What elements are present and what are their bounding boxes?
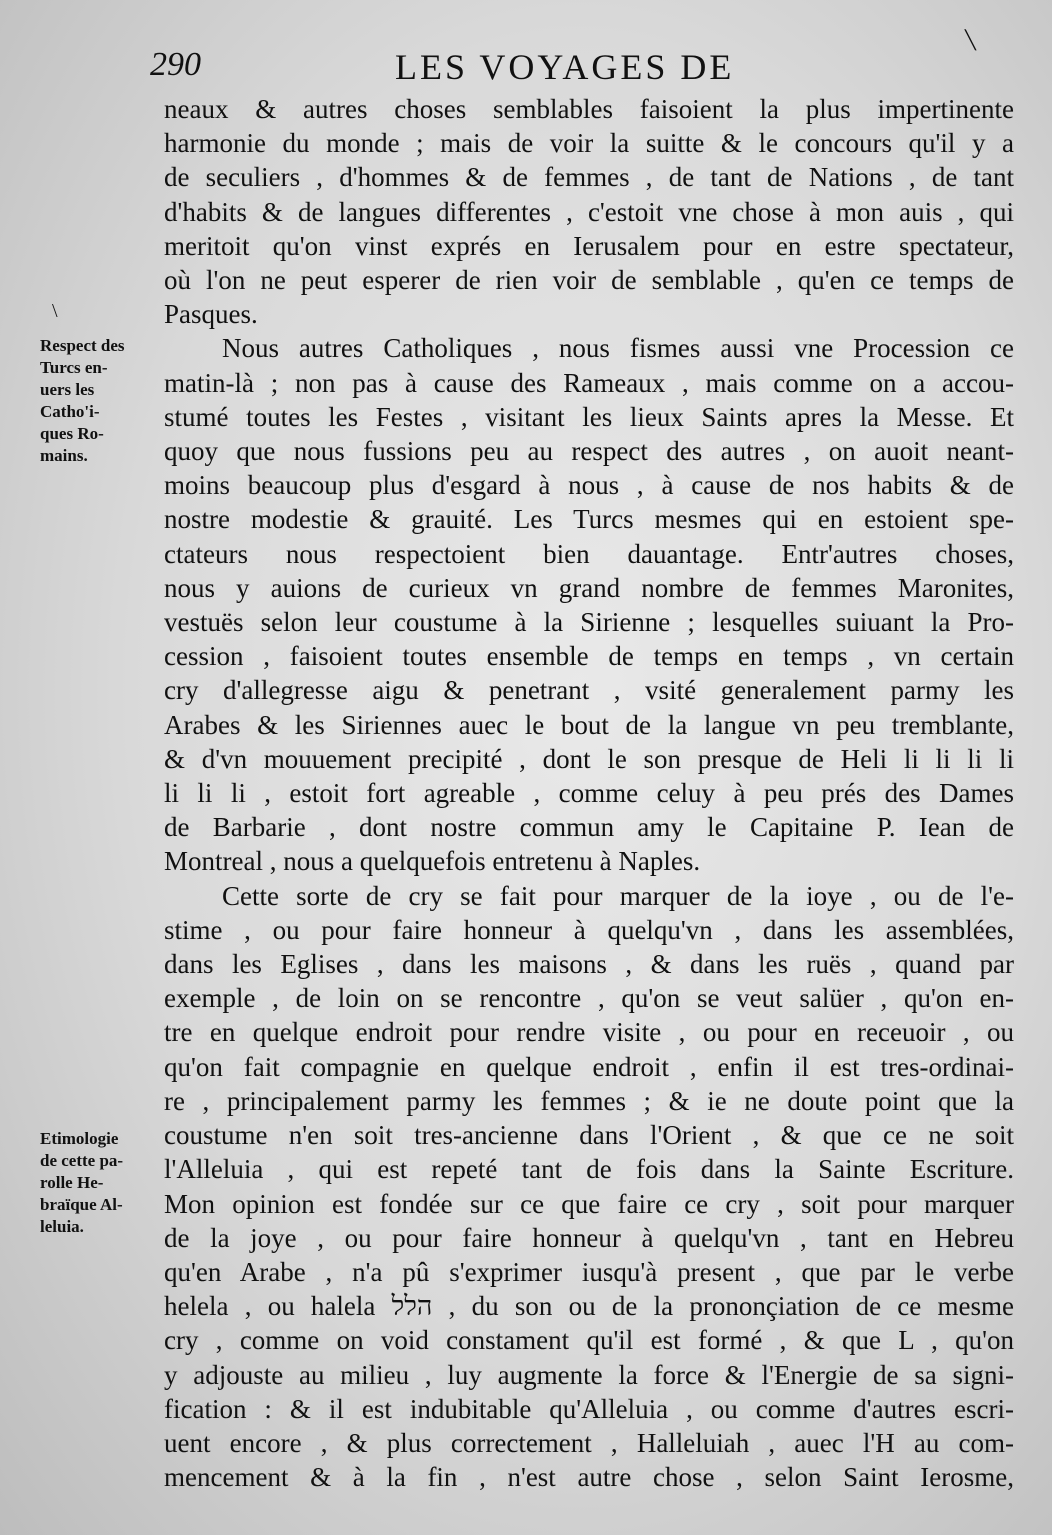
corner-mark: ╲ [965, 30, 976, 50]
text-line: li li li , estoit fort agreable , comme celuy à peu prés des Dames [164, 778, 1014, 809]
margin-note-line: Etimologie [40, 1129, 119, 1148]
margin-note-line: uers les [40, 380, 95, 399]
text-line: de seculiers , d'hommes & de femmes , de tant de Nations , de tant [164, 162, 1014, 193]
text-line: harmonie du monde ; mais de voir la suitte & le concours qu'il y a [164, 128, 1014, 159]
text-line: fication : & il est indubitable qu'Alleluia , ou comme d'autres escri- [164, 1393, 1014, 1424]
margin-note-line: Turcs en- [40, 358, 108, 377]
text-line: helela , ou halela הלל , du son ou de la prononçiation de ce mesme [164, 1291, 1014, 1322]
text-line: coustume n'en soit tres-ancienne dans l'Orient , & que ce ne soit [164, 1120, 1014, 1151]
text-line: ctateurs nous respectoient bien dauantage. Entr'autres choses, [164, 538, 1014, 569]
text-line: neaux & autres choses semblables faisoient la plus impertinente [164, 94, 1014, 124]
text-line: qu'en Arabe , n'a pû s'exprimer iusqu'à present , que par le verbe [164, 1256, 1014, 1287]
running-head: LES VOYAGES DE [395, 47, 735, 87]
margin-note-line: ques Ro- [40, 424, 104, 443]
text-line: cry , comme on void constament qu'il est formé , & que L , qu'on [164, 1325, 1014, 1356]
text-line: meritoit qu'on vinst exprés en Ierusalem pour en estre spectateur, [164, 230, 1014, 261]
text-line: nous y auions de curieux vn grand nombre de femmes Maronites, [164, 572, 1014, 603]
body-text [164, 92, 1014, 1494]
margin-note-line: braïque Al- [40, 1195, 123, 1214]
margin-note-etimologie [40, 1128, 152, 1238]
text-line: Cette sorte de cry se fait pour marquer de la ioye , ou de l'e- [222, 880, 1014, 911]
margin-note-line: Catho'i- [40, 402, 100, 421]
text-line: stime , ou pour faire honneur à quelqu'vn , dans les assemblées, [164, 914, 1014, 945]
text-line: stumé toutes les Festes , visitant les lieux Saints apres la Messe. Et [164, 401, 1014, 432]
text-line: Mon opinion est fondée sur ce que faire ce cry , soit pour marquer [164, 1188, 1014, 1219]
margin-note-line: Respect des [40, 336, 125, 355]
text-line: de la joye , ou pour faire honneur à quelqu'vn , tant en Hebreu [164, 1222, 1014, 1253]
text-line: vestuës selon leur coustume à la Sirienne ; lesquelles suiuant la Pro- [164, 607, 1014, 638]
text-line: dans les Eglises , dans les maisons , & dans les ruës , quand par [164, 949, 1014, 980]
text-line: Pasques. [164, 299, 258, 330]
text-line: Arabes & les Siriennes auec le bout de la langue vn peu tremblante, [164, 709, 1014, 740]
text-line: mencement & à la fin , n'est autre chose , selon Saint Ierosme, [164, 1462, 1014, 1493]
text-line: d'habits & de langues differentes , c'estoit vne chose à mon auis , qui [164, 196, 1014, 227]
text-line: quoy que nous fussions peu au respect des autres , on auoit neant- [164, 436, 1014, 467]
text-line: nostre modestie & grauité. Les Turcs mesmes qui en estoient spe- [164, 504, 1014, 535]
text-line: où l'on ne peut esperer de rien voir de semblable , qu'en ce temps de [164, 265, 1014, 296]
text-line: y adjouste au milieu , luy augmente la force & l'Energie de sa signi- [164, 1359, 1014, 1390]
text-line: & d'vn mouuement precipité , dont le son presque de Heli li li li li [164, 743, 1014, 774]
margin-note-line: mains. [40, 446, 88, 465]
margin-note-line: leluia. [40, 1217, 84, 1236]
page-number: 290 [150, 46, 201, 83]
text-line: de Barbarie , dont nostre commun amy le Capitaine P. Iean de [164, 812, 1014, 843]
margin-note-line: rolle He- [40, 1173, 104, 1192]
text-line: l'Alleluia , qui est repeté tant de fois dans la Sainte Escriture. [164, 1154, 1014, 1185]
text-line: uent encore , & plus correctement , Halleluiah , auec l'H au com- [164, 1427, 1014, 1458]
text-line: Montreal , nous a quelquefois entretenu à Naples. [164, 846, 701, 877]
text-line: exemple , de loin on se rencontre , qu'on se veut salüer , qu'on en- [164, 983, 1014, 1014]
text-line: cession , faisoient toutes ensemble de temps en temps , vn certain [164, 641, 1014, 672]
text-line: qu'on fait compagnie en quelque endroit , enfin il est tres-ordinai- [164, 1051, 1014, 1082]
text-line: Nous autres Catholiques , nous fismes aussi vne Procession ce [222, 333, 1014, 364]
margin-note-line: de cette pa- [40, 1151, 124, 1170]
margin-note-turcs [40, 335, 152, 467]
text-line: moins beaucoup plus d'esgard à nous , à cause de nos habits & de [164, 470, 1014, 501]
text-line: cry d'allegresse aigu & penetrant , vsité generalement parmy les [164, 675, 1014, 706]
text-line: re , principalement parmy les femmes ; & ie ne doute point que la [164, 1085, 1014, 1116]
page-header [150, 46, 1010, 86]
margin-mark: \ [52, 300, 58, 322]
text-line: tre en quelque endroit pour rendre visite , ou pour en receuoir , ou [164, 1017, 1014, 1048]
text-line: matin-là ; non pas à cause des Rameaux , mais comme on a accou- [164, 367, 1014, 398]
